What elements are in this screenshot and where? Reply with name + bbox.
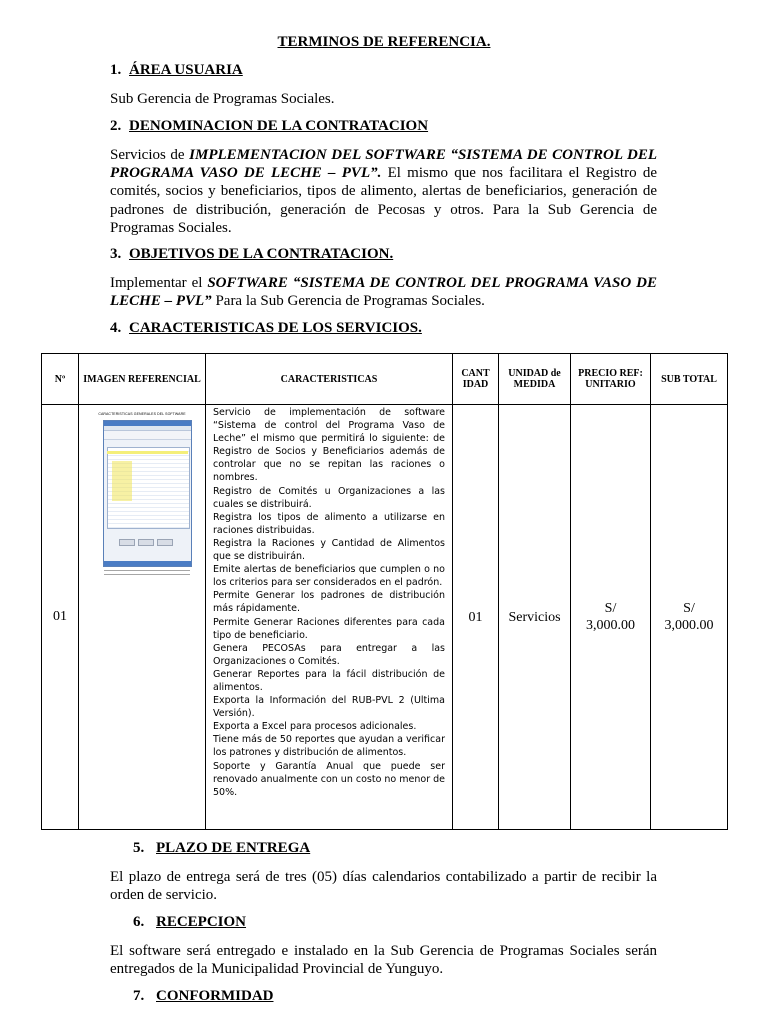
header-unidad: UNIDAD de MEDIDA — [499, 354, 571, 405]
section-heading-plazo — [133, 840, 310, 857]
software-screenshot-image — [92, 410, 192, 580]
cell-imagen — [79, 405, 206, 830]
section-number: 7. — [133, 988, 145, 1004]
feature-item: Exporta la Información del RUB-PVL 2 (Ultima Versión). — [213, 695, 445, 720]
table-header-row — [42, 354, 728, 405]
objetivos-text-bold: SOFTWARE “SISTEMA DE CONTROL DEL PROGRAMA VASO DE LECHE – PVL” — [110, 275, 658, 310]
header-caracteristicas: CARACTERISTICAS — [206, 354, 453, 405]
header-subtotal: SUB TOTAL — [651, 354, 728, 405]
objetivos-text-pre: Implementar el — [110, 275, 208, 291]
section-heading-caracteristicas — [110, 320, 422, 337]
feature-item: Exporta a Excel para procesos adicionales. — [213, 721, 417, 733]
area-usuaria-text: Sub Gerencia de Programas Sociales. — [110, 91, 335, 107]
section-title: DENOMINACION DE LA CONTRATACION — [129, 118, 429, 134]
section-number: 6. — [133, 914, 145, 930]
denominacion-text — [110, 146, 657, 237]
cell-subtotal — [651, 405, 728, 830]
characteristics-table — [41, 353, 728, 830]
section-heading-denominacion — [110, 118, 428, 135]
document-title: TERMINOS DE REFERENCIA. — [277, 34, 491, 50]
subtotal-currency: S/ — [683, 601, 695, 616]
section-title: CONFORMIDAD — [156, 988, 274, 1004]
precio-amount: 3,000.00 — [586, 618, 635, 633]
table-row — [42, 405, 728, 830]
header-n: Nº — [42, 354, 79, 405]
subtotal-amount: 3,000.00 — [664, 618, 714, 633]
cell-caracteristicas — [206, 405, 453, 830]
cell-n: 01 — [42, 405, 79, 830]
feature-item: Registra la Raciones y Cantidad de Alimentos que se distribuirán. — [213, 537, 445, 563]
section-title: ÁREA USUARIA — [129, 62, 243, 78]
section-number: 4. — [110, 320, 122, 336]
section-heading-area-usuaria — [110, 62, 243, 79]
section-heading-objetivos — [110, 246, 393, 263]
feature-item: Servicio de implementación de software “Sistema de control del Programa Vaso de Leche” el mismo que permitirá lo siguiente: de Registro de Socios y Beneficiarios además de controlar que no se repitan las raciones o nombres. — [213, 407, 445, 484]
plazo-text: El plazo de entrega será de tres (05) días calendarios contabilizado a partir de recibir la orden de servicio. — [110, 869, 657, 904]
section-title: OBJETIVOS DE LA CONTRATACION. — [129, 246, 394, 262]
cell-cantidad: 01 — [453, 405, 499, 830]
objetivos-text — [110, 274, 657, 310]
section-title: RECEPCION — [156, 914, 247, 930]
screenshot-caption: CARACTERISTICAS GENERALES DEL SOFTWARE — [98, 412, 186, 416]
denominacion-text-post: El mismo que nos facilitara el Registro de comités, socios y beneficiarios, tipos de alimento, alertas de beneficiarios, generación de padrones de distribución, generación de Pecosas y otros. Para la Sub Gerencia de Programas Sociales. — [110, 165, 657, 236]
cell-unidad: Servicios — [499, 405, 571, 830]
cell-precio — [571, 405, 651, 830]
denominacion-text-bold: IMPLEMENTACION DEL SOFTWARE “SISTEMA DE CONTROL DEL PROGRAMA VASO DE LECHE – PVL”. — [110, 147, 658, 182]
feature-item: Permite Generar Raciones diferentes para cada tipo de beneficiario. — [213, 616, 445, 641]
feature-item: Soporte y Garantía Anual que puede ser renovado anualmente con un costo no menor de 50%. — [213, 760, 445, 798]
section-number: 1. — [110, 62, 122, 78]
feature-item: Tiene más de 50 reportes que ayudan a verificar los patrones y distribución de alimentos. — [213, 734, 445, 759]
feature-item: Genera PECOSAs para entregar a las Organizaciones o Comités. — [213, 642, 445, 667]
section-title: CARACTERISTICAS DE LOS SERVICIOS. — [129, 320, 422, 336]
header-imagen: IMAGEN REFERENCIAL — [79, 354, 206, 405]
section-title: PLAZO DE ENTREGA — [156, 840, 311, 856]
section-heading-recepcion — [133, 914, 246, 931]
feature-item: Emite alertas de beneficiarios que cumplen o no los criterios para ser considerados en el padrón. — [213, 564, 445, 589]
objetivos-text-post: Para la Sub Gerencia de Programas Sociales. — [211, 293, 485, 310]
section-heading-conformidad — [133, 988, 274, 1005]
feature-item: Registra los tipos de alimento a utilizarse en raciones distribuidas. — [213, 511, 445, 536]
header-cantidad: CANT IDAD — [453, 354, 499, 405]
header-precio: PRECIO REF: UNITARIO — [571, 354, 651, 405]
denominacion-text-pre: Servicios de — [110, 147, 190, 163]
feature-item: Generar Reportes para la fácil distribución de alimentos. — [213, 668, 445, 693]
feature-item: Permite Generar los padrones de distribución más rápidamente. — [213, 590, 445, 615]
section-number: 5. — [133, 840, 145, 856]
section-number: 2. — [110, 118, 122, 134]
app-window-thumbnail — [103, 420, 192, 567]
feature-item: Registro de Comités u Organizaciones a las cuales se distribuirá. — [213, 485, 445, 510]
recepcion-text: El software será entregado e instalado en la Sub Gerencia de Programas Sociales serán entregados de la Municipalidad Provincial de Yunguyo. — [110, 943, 657, 978]
precio-currency: S/ — [604, 601, 617, 616]
section-number: 3. — [110, 246, 122, 262]
